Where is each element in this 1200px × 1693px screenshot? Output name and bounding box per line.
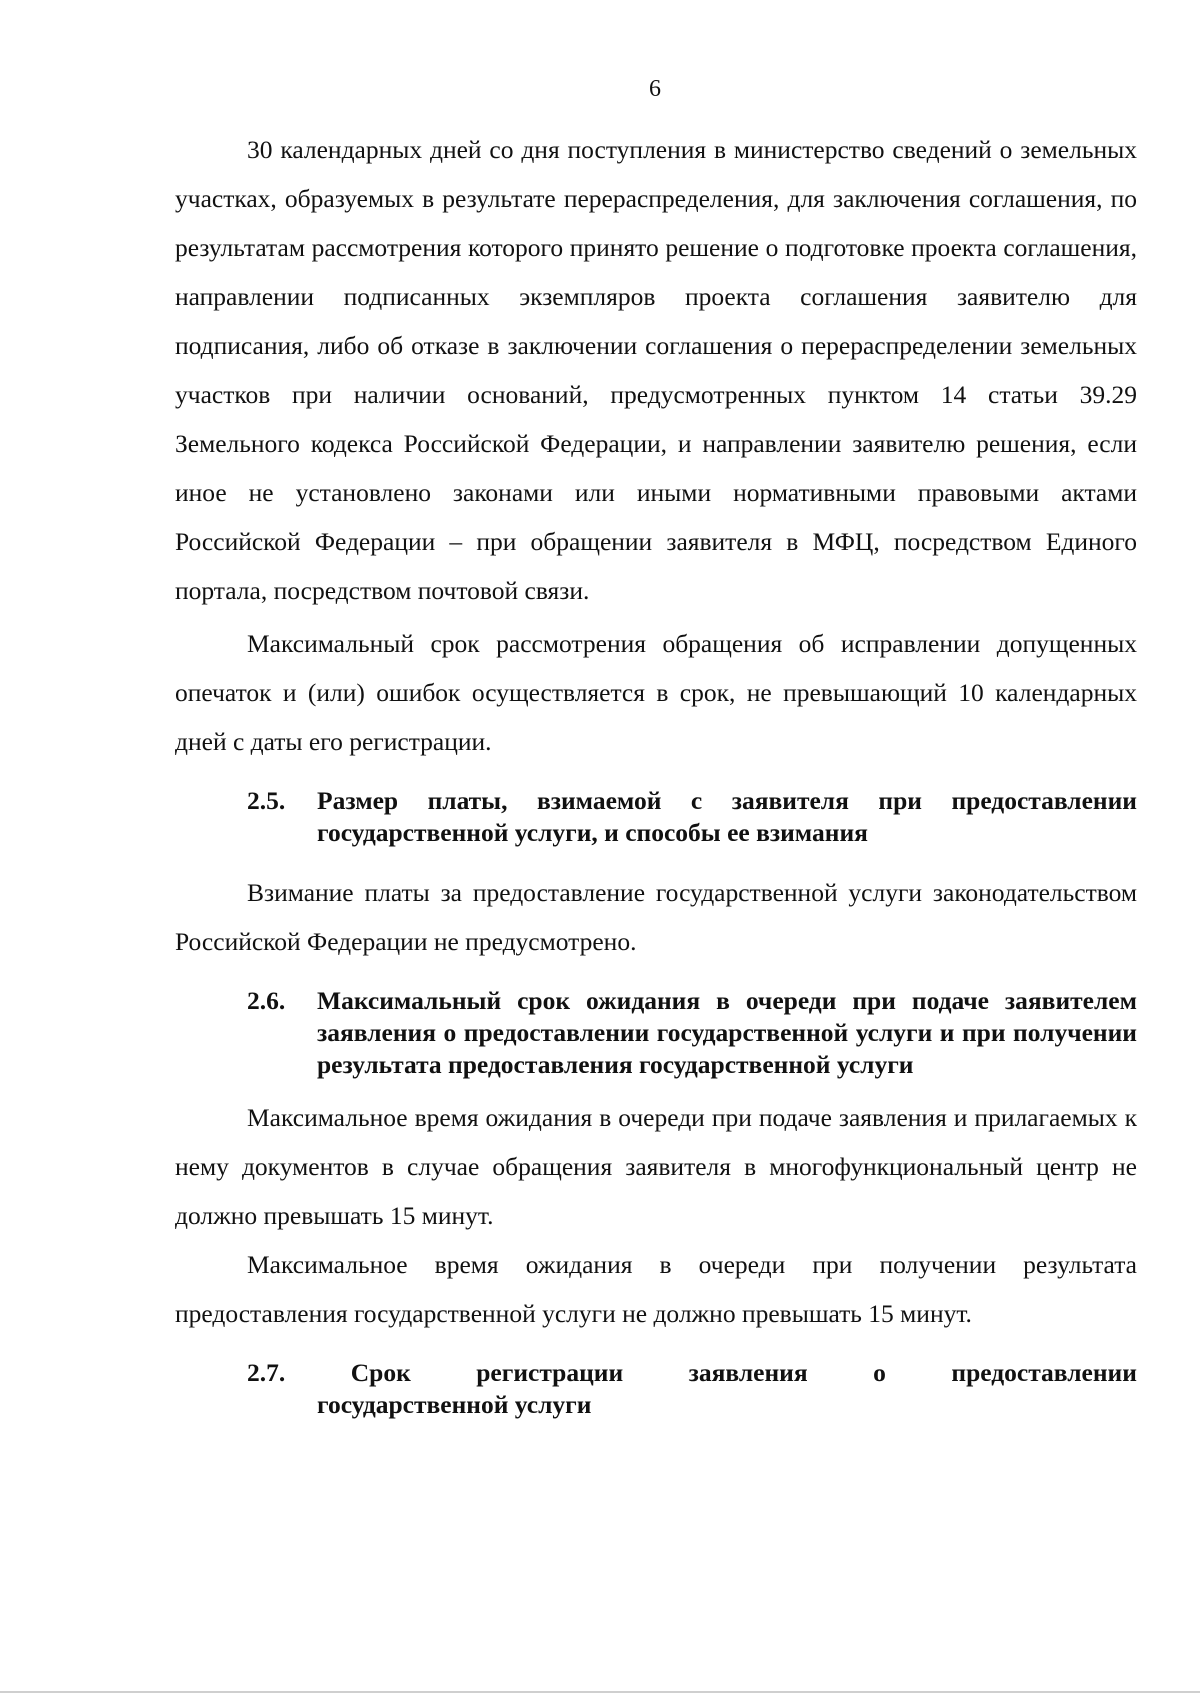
section-heading-2-5 xyxy=(247,785,1137,849)
section-title: Максимальный срок ожидания в очереди при подаче заявителем заявления о предоставлении государственной услуги и при получении результата предоставления государственной услуги xyxy=(317,986,1137,1079)
section-title-word: заявления xyxy=(688,1358,808,1387)
paragraph-queue-result: Максимальное время ожидания в очереди при получении результата предоставления государственной услуги не должно превышать 15 минут. xyxy=(175,1250,1137,1328)
document-body xyxy=(175,125,1137,1421)
paragraph-queue-submission: Максимальное время ожидания в очереди при подаче заявления и прилагаемых к нему документов в случае обращения заявителя в многофункциональный центр не должно превышать 15 минут. xyxy=(175,1103,1137,1230)
section-title-line: государственной услуги xyxy=(317,1390,592,1419)
section-heading-2-7 xyxy=(247,1357,1137,1421)
section-title-line xyxy=(247,1357,1137,1389)
page-number: 6 xyxy=(649,76,661,102)
paragraph-term-agreement: 30 календарных дней со дня поступления в министерство сведений о земельных участках, образуемых в результате перераспределения, для заключения соглашения, по результатам рассмотрения которого принято решение о подготовке проекта соглашения, направлении подписанных экземпляров проекта соглашения заявителю для подписания, либо об отказе в заключении соглашения о перераспределении земельных участков при наличии оснований, предусмотренных пунктом 14 статьи 39.29 Земельного кодекса Российской Федерации, и направлении заявителю решения, если иное не установлено законами или иными нормативными правовыми актами Российской Федерации – при обращении заявителя в МФЦ, посредством Единого портала, посредством почтовой связи. xyxy=(175,135,1137,605)
section-number: 2.5. xyxy=(247,786,286,815)
section-number: 2.7. xyxy=(247,1358,286,1387)
paragraph-correction-term: Максимальный срок рассмотрения обращения об исправлении допущенных опечаток и (или) ошибок осуществляется в срок, не превышающий 10 календарных дней с даты его регистрации. xyxy=(175,629,1137,756)
section-title-word: регистрации xyxy=(476,1358,624,1387)
section-title: Размер платы, взимаемой с заявителя при предоставлении государственной услуги, и способы ее взимания xyxy=(317,786,1137,847)
section-title-word: о xyxy=(873,1358,886,1387)
section-title-word: Срок xyxy=(350,1358,411,1387)
section-number: 2.6. xyxy=(247,986,286,1015)
paragraph-fee: Взимание платы за предоставление государственной услуги законодательством Российской Федерации не предусмотрено. xyxy=(175,878,1137,956)
section-heading-2-6 xyxy=(247,985,1137,1081)
section-title-word: предоставлении xyxy=(951,1358,1137,1387)
